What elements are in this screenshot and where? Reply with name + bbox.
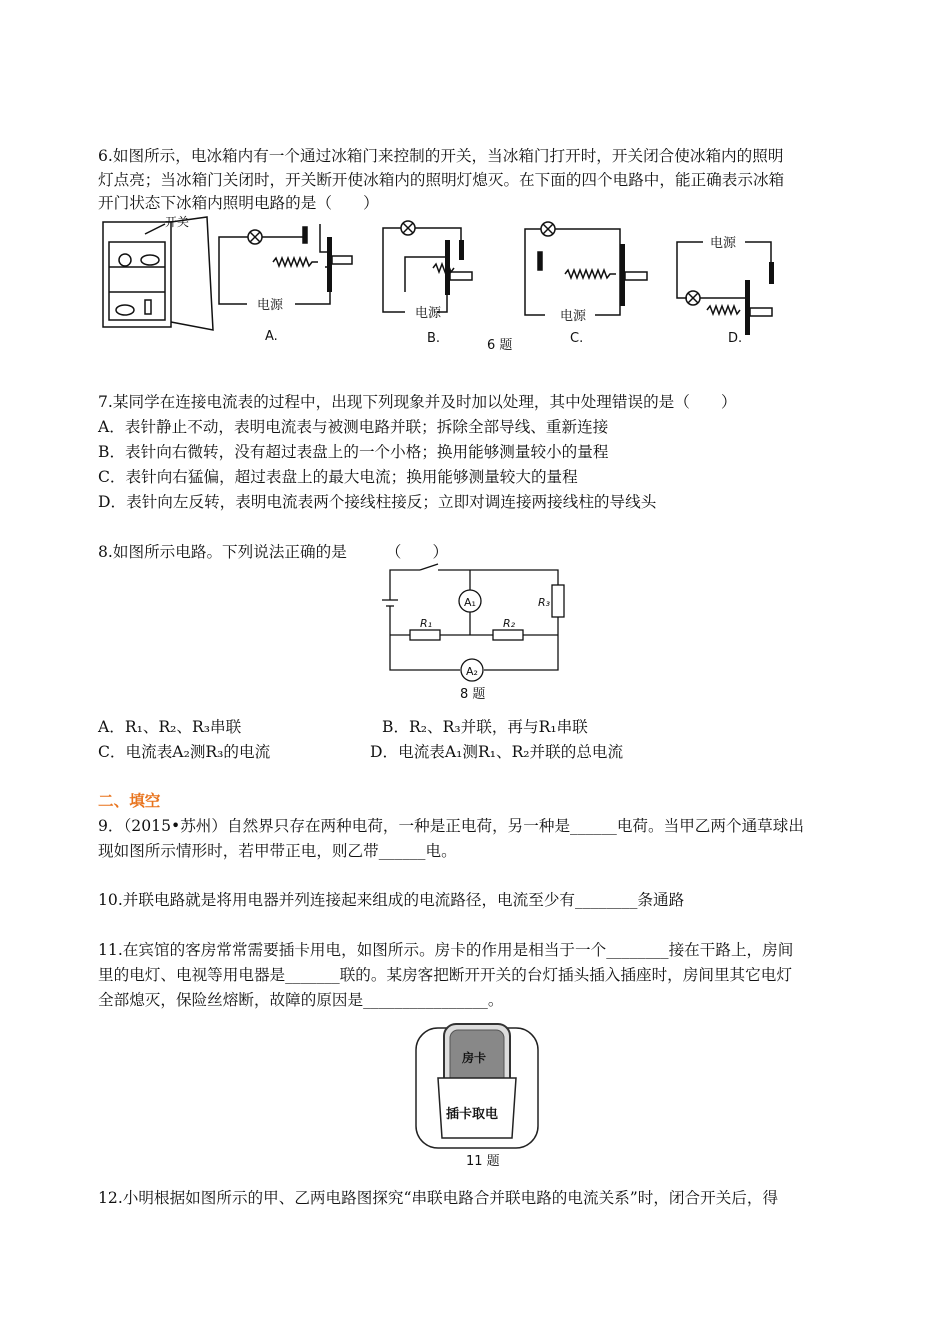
r1-label: R₁ bbox=[420, 617, 433, 630]
q8-option-c: C．电流表A₂测R₃的电流 bbox=[98, 743, 271, 761]
q7-stem: 7.某同学在连接电流表的过程中，出现下列现象并及时加以处理，其中处理错误的是（ ） bbox=[98, 393, 737, 411]
q8-stem: 8.如图所示电路。下列说法正确的是 （ ） bbox=[98, 543, 449, 561]
q7-option-d: D．表针向左反转，表明电流表两个接线柱接反；立即对调连接两接线柱的导线头 bbox=[98, 493, 657, 511]
circuit-option-c bbox=[525, 222, 647, 346]
question-10: 10.并联电路就是将用电器并列连接起来组成的电流路径，电流至少有________条通路 bbox=[98, 891, 685, 909]
q9-line: 9．（2015•苏州）自然界只存在两种电荷，一种是正电荷，另一种是______电荷。当甲乙两个通草球出 bbox=[98, 817, 804, 835]
q6-figure bbox=[95, 212, 795, 357]
circuit-option-b bbox=[383, 221, 512, 353]
option-label: D. bbox=[728, 331, 743, 346]
question-12: 12.小明根据如图所示的甲、乙两电路图探究“串联电路合并联电路的电流关系”时，闭合开关后，得 bbox=[98, 1189, 779, 1207]
switch-label: 开关 bbox=[165, 215, 190, 229]
q8-option-d: D．电流表A₁测R₁、R₂并联的总电流 bbox=[370, 743, 624, 761]
card-label: 房卡 bbox=[462, 1051, 487, 1065]
q11-line: 全部熄灭，保险丝熔断，故障的原因是________________。 bbox=[98, 991, 504, 1009]
power-label: 电源 bbox=[560, 309, 587, 324]
q8-option-a: A．R₁、R₂、R₃串联 bbox=[98, 718, 242, 736]
fridge-illustration bbox=[103, 215, 213, 330]
option-label: B. bbox=[427, 331, 441, 346]
section-heading: 二、填空 bbox=[98, 792, 161, 810]
q7-option-b: B．表针向右微转，没有超过表盘上的一个小格；换用能够测量较小的量程 bbox=[98, 443, 609, 461]
q8-option-b: B．R₂、R₃并联，再与R₁串联 bbox=[382, 718, 588, 736]
q11-line: 11.在宾馆的客房常常需要插卡用电，如图所示。房卡的作用是相当于一个________接在干路上，房间 bbox=[98, 941, 794, 959]
q8-circuit bbox=[380, 560, 580, 705]
q7-option-c: C．表针向右猛偏，超过表盘上的最大电流；换用能够测量较大的量程 bbox=[98, 468, 578, 486]
power-label: 电源 bbox=[415, 306, 442, 321]
slot-label: 插卡取电 bbox=[446, 1107, 499, 1122]
q6-line: 开门状态下冰箱内照明电路的是（ ） bbox=[98, 194, 379, 212]
circuit-option-a bbox=[219, 224, 352, 344]
figure-caption: 11 题 bbox=[466, 1154, 500, 1169]
power-label: 电源 bbox=[257, 298, 284, 313]
circuit-option-d bbox=[677, 235, 774, 346]
q11-line: 里的电灯、电视等用电器是_______联的。某房客把断开开关的台灯插头插入插座时，房间里其它电灯 bbox=[98, 966, 792, 984]
q11-card-slot-figure bbox=[412, 1020, 542, 1170]
ammeter-a2-label: A₂ bbox=[466, 665, 478, 678]
figure-caption: 6 题 bbox=[487, 338, 513, 353]
option-label: C. bbox=[570, 331, 584, 346]
q6-line: 6.如图所示，电冰箱内有一个通过冰箱门来控制的开关，当冰箱门打开时，开关闭合使冰箱内的照明 bbox=[98, 147, 784, 165]
r3-label: R₃ bbox=[538, 596, 551, 609]
figure-caption: 8 题 bbox=[460, 687, 486, 702]
ammeter-a1-label: A₁ bbox=[464, 596, 476, 609]
power-label: 电源 bbox=[710, 236, 737, 251]
option-label: A. bbox=[265, 329, 278, 344]
r2-label: R₂ bbox=[503, 617, 516, 630]
q6-line: 灯点亮；当冰箱门关闭时，开关断开使冰箱内的照明灯熄灭。在下面的四个电路中，能正确表示冰箱 bbox=[98, 171, 785, 189]
q7-option-a: A．表针静止不动，表明电流表与被测电路并联；拆除全部导线、重新连接 bbox=[98, 418, 609, 436]
q9-line: 现如图所示情形时，若甲带正电，则乙带______电。 bbox=[98, 842, 457, 860]
